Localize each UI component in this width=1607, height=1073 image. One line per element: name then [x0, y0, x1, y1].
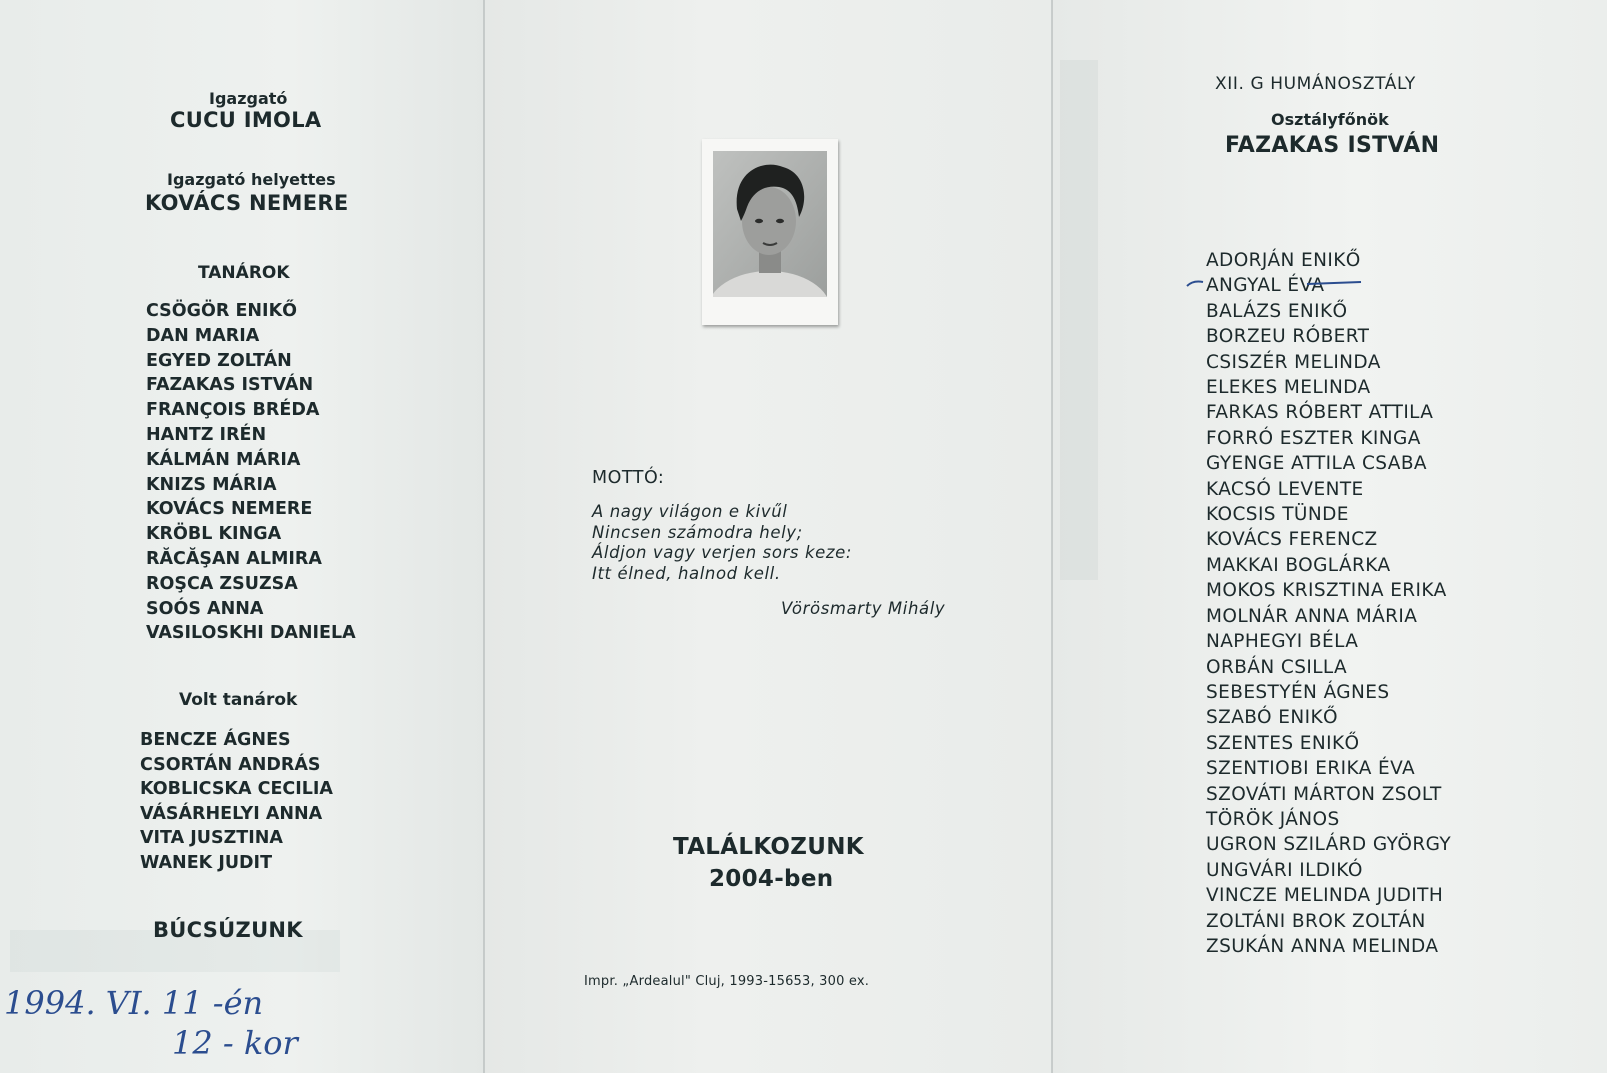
meeting-year: 2004-ben [709, 866, 834, 892]
student-name: NAPHEGYI BÉLA [1206, 631, 1359, 653]
student-name: ORBÁN CSILLA [1206, 656, 1348, 678]
teacher-name: VASILOSKHI DANIELA [146, 623, 356, 644]
teacher-name: KRÖBL KINGA [146, 524, 282, 545]
teacher-name: EGYED ZOLTÁN [146, 350, 292, 371]
teacher-name: RĂCĂŞAN ALMIRA [146, 548, 322, 569]
teacher-name: HANTZ IRÉN [146, 424, 267, 445]
student-name: BALÁZS ENIKŐ [1206, 300, 1348, 322]
handwritten-date: 1994. VI. 11 -én [4, 984, 264, 1022]
student-name: KACSÓ LEVENTE [1206, 478, 1364, 500]
student-name: BORZEU RÓBERT [1206, 326, 1370, 348]
handwritten-strike-mark [1185, 278, 1365, 290]
imprint-text: Impr. „Ardealul" Cluj, 1993-15653, 300 ex. [584, 974, 870, 989]
student-name: VINCZE MELINDA JUDITH [1206, 885, 1444, 907]
fold-line-right [1051, 0, 1053, 1073]
former-teachers-list [140, 728, 333, 876]
student-name: FARKAS RÓBERT ATTILA [1206, 402, 1434, 424]
motto-line: Itt élned, halnod kell. [592, 563, 781, 583]
motto-line: A nagy világon e kivűl [592, 502, 788, 521]
student-name: GYENGE ATTILA CSABA [1206, 453, 1427, 475]
student-name: SZABÓ ENIKŐ [1206, 707, 1338, 729]
deputy-role: Igazgató helyettes [167, 170, 336, 189]
students-list [1206, 248, 1451, 959]
motto-label: MOTTÓ: [592, 468, 665, 488]
head-teacher-role: Osztályfőnök [1271, 110, 1389, 129]
student-name: ADORJÁN ENIKŐ [1206, 250, 1361, 271]
handwritten-time: 12 - kor [172, 1024, 298, 1062]
student-name: CSISZÉR MELINDA [1206, 351, 1381, 373]
student-name: FORRÓ ESZTER KINGA [1206, 427, 1421, 449]
student-name: MAKKAI BOGLÁRKA [1206, 554, 1391, 576]
teachers-list [146, 299, 356, 646]
motto-author: Vörösmarty Mihály [781, 599, 946, 618]
student-name: SEBESTYÉN ÁGNES [1206, 681, 1390, 703]
former-teacher-name: CSORTÁN ANDRÁS [140, 754, 321, 775]
student-name: KOVÁCS FERENCZ [1206, 529, 1378, 551]
fold-line-left [483, 0, 485, 1073]
student-name: ZOLTÁNI BROK ZOLTÁN [1206, 910, 1426, 932]
teacher-name: ROŞCA ZSUZSA [146, 573, 298, 594]
show-through-mark [1060, 60, 1098, 580]
former-teacher-name: KOBLICSKA CECILIA [140, 779, 333, 800]
former-teachers-heading: Volt tanárok [179, 690, 298, 710]
teacher-name: FRANÇOIS BRÉDA [146, 400, 320, 421]
motto-line: Áldjon vagy verjen sors keze: [592, 543, 853, 562]
motto-line: Nincsen számodra hely; [592, 522, 803, 542]
teacher-name: DAN MARIA [146, 325, 260, 346]
portrait-photo [702, 139, 838, 325]
student-name: KOCSIS TÜNDE [1206, 504, 1349, 526]
teachers-heading: TANÁROK [198, 263, 290, 283]
head-teacher-name: FAZAKAS ISTVÁN [1225, 133, 1440, 158]
student-name: SZENTES ENIKŐ [1206, 732, 1360, 754]
director-role: Igazgató [209, 89, 288, 108]
teacher-name: CSÖGÖR ENIKŐ [146, 301, 298, 321]
class-name: XII. G HUMÁNOSZTÁLY [1215, 74, 1416, 94]
student-name: MOKOS KRISZTINA ERIKA [1206, 580, 1447, 602]
farewell-text: BÚCSÚZUNK [153, 918, 303, 942]
meeting-announcement: TALÁLKOZUNK [673, 834, 864, 860]
portrait-image [713, 151, 827, 297]
director-name: CUCU IMOLA [170, 108, 322, 132]
deputy-name: KOVÁCS NEMERE [145, 191, 349, 215]
student-name: SZOVÁTI MÁRTON ZSOLT [1206, 783, 1442, 805]
teacher-name: KNIZS MÁRIA [146, 474, 277, 495]
student-name: ELEKES MELINDA [1206, 377, 1371, 399]
student-name: ANGYAL ÉVA [1206, 275, 1325, 297]
student-name: SZENTIOBI ERIKA ÉVA [1206, 758, 1416, 780]
student-name: TÖRÖK JÁNOS [1206, 808, 1340, 830]
former-teacher-name: VITA JUSZTINA [140, 828, 283, 849]
former-teacher-name: WANEK JUDIT [140, 852, 273, 873]
motto-text [592, 502, 852, 584]
student-name: UNGVÁRI ILDIKÓ [1206, 859, 1363, 881]
teacher-name: KOVÁCS NEMERE [146, 499, 313, 520]
teacher-name: SOÓS ANNA [146, 598, 264, 619]
former-teacher-name: BENCZE ÁGNES [140, 730, 291, 750]
teacher-name: KÁLMÁN MÁRIA [146, 449, 301, 470]
teacher-name: FAZAKAS ISTVÁN [146, 375, 314, 396]
student-name: MOLNÁR ANNA MÁRIA [1206, 605, 1418, 627]
student-name: UGRON SZILÁRD GYÖRGY [1206, 834, 1452, 856]
former-teacher-name: VÁSÁRHELYI ANNA [140, 803, 323, 824]
student-name: ZSUKÁN ANNA MELINDA [1206, 935, 1439, 957]
